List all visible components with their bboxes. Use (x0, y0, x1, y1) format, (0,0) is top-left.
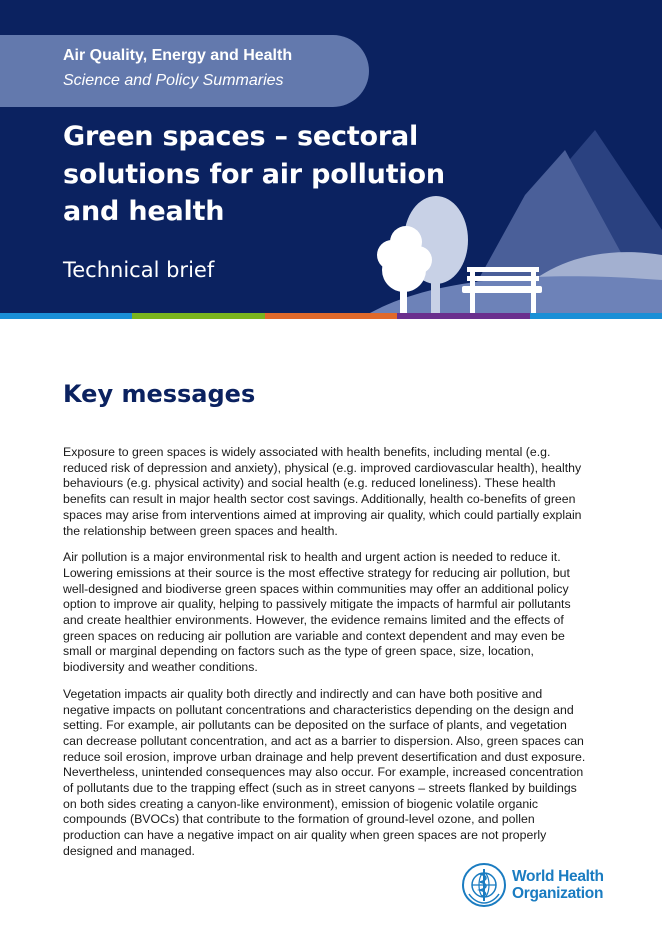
who-logo (461, 862, 606, 908)
who-name-line1: World Health (512, 868, 604, 885)
stripe-segment (0, 313, 132, 319)
color-stripe (0, 313, 662, 319)
paragraph: Vegetation impacts air quality both directly and indirectly and can have both positive and negative impacts on pollutant concentrations and characteristics depending on the design and setting. For example, air pollutants can be deposited on the surface of plants, and vegetation can decrease pollutant concentration, and act as a barrier to dispersion. Also, green spaces can reduce soil erosion, improve urban drainage and help prevent desertification and dust exposure. Nevertheless, unintended consequences may also occur. For example, increased concentration of pollutants due to the trapping effect (such as in street canyons – streets flanked by buildings on both sides creating a canyon-like environment), emission of biogenic volatile organic compounds (BVOCs) that contribute to the formation of ground-level ozone, and pollen production can have a negative impact on air quality when green spaces are not properly designed and managed. (63, 686, 586, 858)
document-title: Green spaces – sectoral solutions for air pollution and health (63, 121, 445, 227)
cover-header (0, 0, 662, 313)
key-messages-body (63, 445, 588, 871)
stripe-segment (530, 313, 662, 319)
who-wordmark (512, 868, 604, 902)
section-heading: Key messages (63, 380, 256, 408)
who-name-line2: Organization (512, 885, 604, 902)
stripe-segment (265, 313, 397, 319)
stripe-segment (132, 313, 264, 319)
park-illustration (350, 120, 662, 313)
series-banner (0, 35, 369, 107)
stripe-segment (397, 313, 529, 319)
series-title: Air Quality, Energy and Health (63, 47, 293, 64)
series-subtitle: Science and Policy Summaries (63, 72, 284, 89)
who-emblem-icon (461, 862, 507, 908)
document-type: Technical brief (63, 258, 215, 282)
paragraph: Air pollution is a major environmental risk to health and urgent action is needed to reduce it. Lowering emissions at their source is the most effective strategy for reducing air pollution, but well-designed and biodiverse green spaces within communities may offer an additional policy option to improve air quality, helping to passively mitigate the impacts of harmful air pollutants and create healthier environments. However, the evidence remains limited and the effects of green spaces on reducing air pollution are variable and context dependent and may even be small or marginal depending on factors such as the type of green space, size, location, biodiversity and weather conditions. (63, 550, 571, 675)
paragraph: Exposure to green spaces is widely associated with health benefits, including mental (e.g. reduced risk of depression and anxiety), physical (e.g. improved cardiovascular health), healthy behaviours (e.g. physical activity) and social health (e.g. reduced loneliness). These health benefits can result in major health sector cost savings. Additionally, health co-benefits of green spaces may arise from interventions aimed at improving air quality, which could partially explain the relationship between green spaces and health. (63, 445, 582, 538)
